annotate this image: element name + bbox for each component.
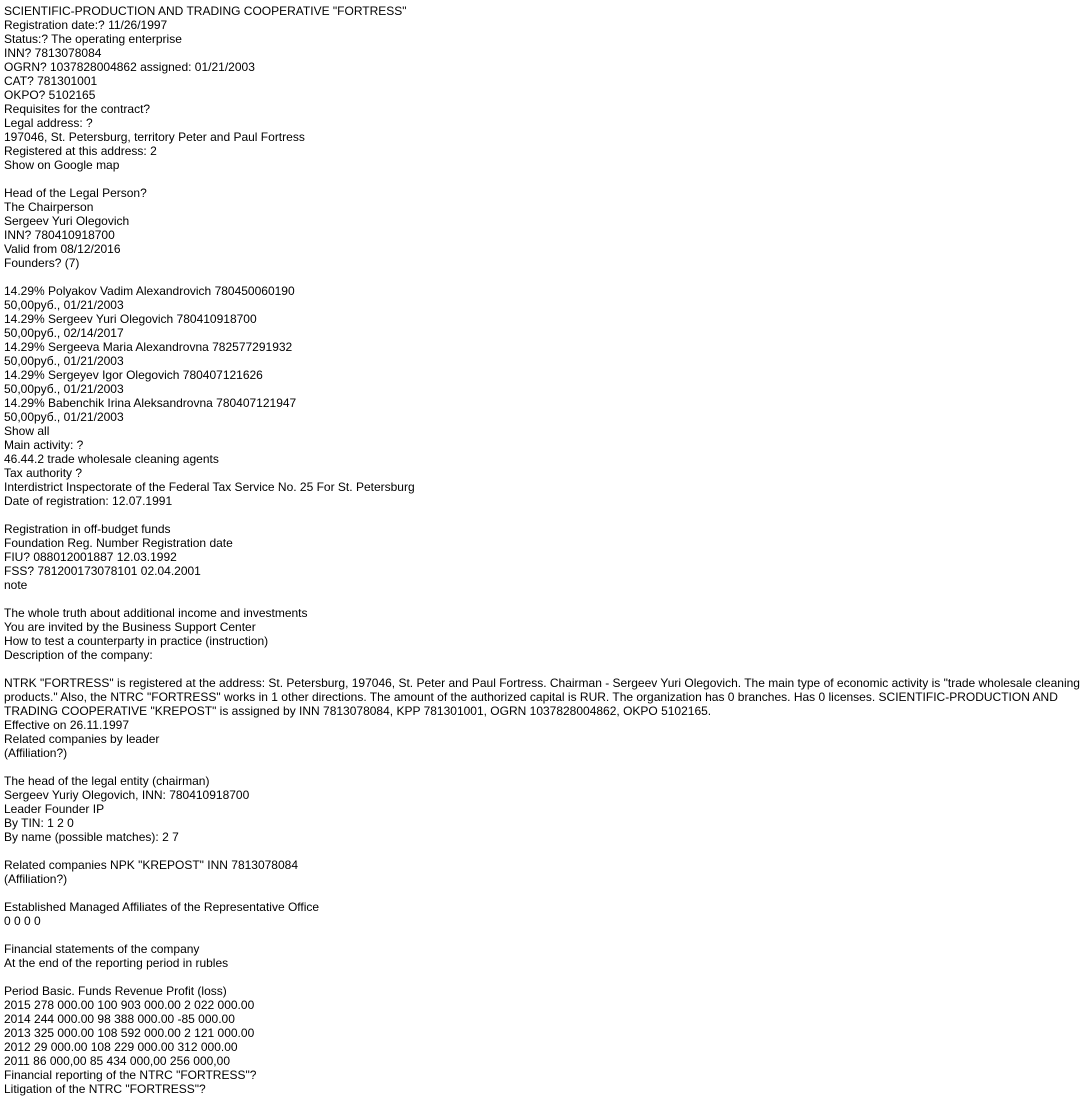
- litigation-link[interactable]: Litigation of the NTRC "FORTRESS"?: [4, 1082, 206, 1096]
- blank-line: [4, 760, 1080, 774]
- founder-share: 50,00руб., 01/21/2003: [4, 298, 124, 312]
- description-label: Description of the company:: [4, 648, 153, 662]
- financial-reporting-link[interactable]: Financial reporting of the NTRC "FORTRESS"?: [4, 1068, 257, 1082]
- leader-tabs: Leader Founder IP: [4, 802, 105, 816]
- google-map-link[interactable]: Show on Google map: [4, 158, 120, 172]
- okpo: OKPO? 5102165: [4, 88, 96, 102]
- inn: INN? 7813078084: [4, 46, 102, 60]
- founder-row: 14.29% Babenchik Irina Aleksandrovna 780407121947: [4, 396, 297, 410]
- financial-heading: Financial statements of the company: [4, 942, 200, 956]
- legal-address: 197046, St. Petersburg, territory Peter and Paul Fortress: [4, 130, 305, 144]
- status: Status:? The operating enterprise: [4, 32, 182, 46]
- financial-subheading: At the end of the reporting period in rubles: [4, 956, 229, 970]
- head-entity-label: The head of the legal entity (chairman): [4, 774, 210, 788]
- note: note: [4, 578, 28, 592]
- requisites-link[interactable]: Requisites for the contract?: [4, 102, 151, 116]
- off-budget-heading: Registration in off-budget funds: [4, 522, 171, 536]
- head-valid-from: Valid from 08/12/2016: [4, 242, 121, 256]
- head-inn: INN? 780410918700: [4, 228, 115, 242]
- legal-address-label: Legal address: ?: [4, 116, 93, 130]
- company-description: NTRK "FORTRESS" is registered at the address: St. Petersburg, 197046, St. Peter and Paul Fortress. Chairman - Sergeev Yuri Olegovich. The main type of economic activity is "trade wholesale cleaning products." Also, the NTRC "FORTRESS" works in 1 other directions. The amount of the authorized capital is RUR. The organization has 0 branches. Has 0 licenses. SCIENTIFIC-PRODUCTION AND TRADING COOPERATIVE "KREPOST" is assigned by INN 7813078084, KPP 781301001, OGRN 1037828004862, OKPO 5102165.: [4, 676, 1080, 718]
- founders-label: Founders? (7): [4, 256, 80, 270]
- cat: CAT? 781301001: [4, 74, 98, 88]
- financial-row: 2014 244 000.00 98 388 000.00 -85 000.00: [4, 1012, 235, 1026]
- off-budget-row: FSS? 781200173078101 02.04.2001: [4, 564, 201, 578]
- income-investments-link[interactable]: The whole truth about additional income and investments: [4, 606, 308, 620]
- tax-registration-date: Date of registration: 12.07.1991: [4, 494, 173, 508]
- blank-line: [4, 270, 1080, 284]
- blank-line: [4, 172, 1080, 186]
- head-entity-name: Sergeev Yuriy Olegovich, INN: 780410918700: [4, 788, 250, 802]
- founder-share: 50,00руб., 02/14/2017: [4, 326, 124, 340]
- affiliates-header: Established Managed Affiliates of the Representative Office: [4, 900, 320, 914]
- founder-share: 50,00руб., 01/21/2003: [4, 410, 124, 424]
- blank-line: [4, 508, 1080, 522]
- by-name-counts: By name (possible matches): 2 7: [4, 830, 179, 844]
- by-tin-counts: By TIN: 1 2 0: [4, 816, 74, 830]
- blank-line: [4, 592, 1080, 606]
- ogrn: OGRN? 1037828004862 assigned: 01/21/2003: [4, 60, 255, 74]
- founder-share: 50,00руб., 01/21/2003: [4, 382, 124, 396]
- founder-row: 14.29% Polyakov Vadim Alexandrovich 780450060190: [4, 284, 295, 298]
- founder-row: 14.29% Sergeeva Maria Alexandrovna 782577291932: [4, 340, 293, 354]
- tax-authority: Interdistrict Inspectorate of the Federal Tax Service No. 25 For St. Petersburg: [4, 480, 415, 494]
- financial-row: 2013 325 000.00 108 592 000.00 2 121 000.00: [4, 1026, 255, 1040]
- blank-line: [4, 886, 1080, 900]
- related-companies-heading: Related companies NPK "KREPOST" INN 7813078084: [4, 858, 299, 872]
- related-by-leader-heading: Related companies by leader: [4, 732, 160, 746]
- show-all-link[interactable]: Show all: [4, 424, 50, 438]
- registration-date: Registration date:? 11/26/1997: [4, 18, 168, 32]
- business-support-link[interactable]: You are invited by the Business Support Center: [4, 620, 256, 634]
- affiliation-note: (Affiliation?): [4, 872, 68, 886]
- blank-line: [4, 662, 1080, 676]
- off-budget-header-row: Foundation Reg. Number Registration date: [4, 536, 233, 550]
- head-label: Head of the Legal Person?: [4, 186, 147, 200]
- effective-date: Effective on 26.11.1997: [4, 718, 129, 732]
- founder-row: 14.29% Sergeev Yuri Olegovich 780410918700: [4, 312, 257, 326]
- head-position: The Chairperson: [4, 200, 94, 214]
- main-activity-label: Main activity: ?: [4, 438, 84, 452]
- founder-share: 50,00руб., 01/21/2003: [4, 354, 124, 368]
- affiliation-note: (Affiliation?): [4, 746, 68, 760]
- financial-row: 2015 278 000.00 100 903 000.00 2 022 000.00: [4, 998, 255, 1012]
- blank-line: [4, 844, 1080, 858]
- blank-line: [4, 970, 1080, 984]
- main-activity: 46.44.2 trade wholesale cleaning agents: [4, 452, 219, 466]
- company-title: SCIENTIFIC-PRODUCTION AND TRADING COOPERATIVE "FORTRESS": [4, 4, 407, 18]
- financial-row: 2012 29 000.00 108 229 000.00 312 000.00: [4, 1040, 238, 1054]
- head-name: Sergeev Yuri Olegovich: [4, 214, 130, 228]
- financial-header-row: Period Basic. Funds Revenue Profit (loss): [4, 984, 227, 998]
- affiliates-counts: 0 0 0 0: [4, 914, 41, 928]
- counterparty-instruction-link[interactable]: How to test a counterparty in practice (instruction): [4, 634, 269, 648]
- registered-count: Registered at this address: 2: [4, 144, 157, 158]
- blank-line: [4, 928, 1080, 942]
- founder-row: 14.29% Sergeyev Igor Olegovich 780407121626: [4, 368, 263, 382]
- tax-authority-label: Tax authority ?: [4, 466, 83, 480]
- financial-row: 2011 86 000,00 85 434 000,00 256 000,00: [4, 1054, 230, 1068]
- off-budget-row: FIU? 088012001887 12.03.1992: [4, 550, 177, 564]
